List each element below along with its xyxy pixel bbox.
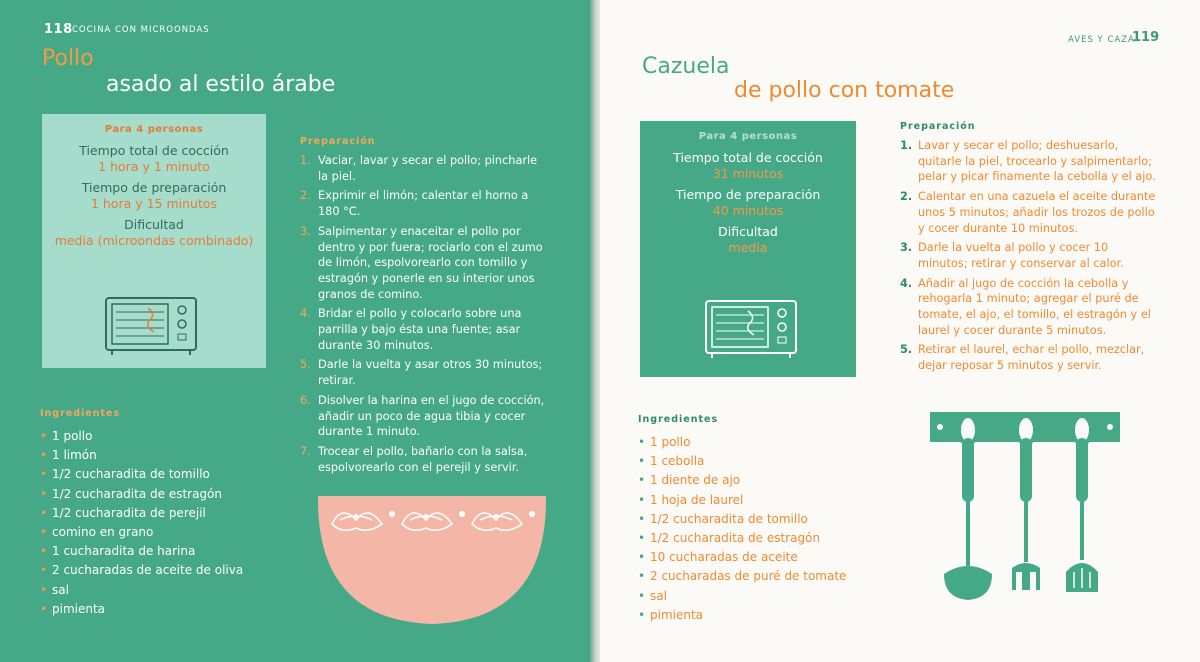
step-number: 7. <box>300 444 311 458</box>
left-info-box <box>42 114 266 368</box>
oven-icon <box>704 297 800 361</box>
ingredient-text: sal <box>650 588 667 603</box>
prep-time-label: Tiempo de preparación <box>81 180 227 195</box>
right-title-part2: de pollo con tomate <box>734 78 955 103</box>
step-text: Exprimir el limón; calentar el horno a 180 °C. <box>318 189 529 219</box>
right-preparation <box>900 121 1160 378</box>
ingredient-text: 1 cucharadita de harina <box>52 544 196 559</box>
left-running-header: COCINA CON MICROONDAS <box>72 25 210 35</box>
step-item <box>900 276 1160 339</box>
ingredient-item: • 2 cucharadas de puré de tomate <box>638 569 847 584</box>
ingredient-item: • 1/2 cucharadita de tomillo <box>638 511 808 526</box>
step-number: 3. <box>900 241 913 255</box>
ingredient-text: 1 diente de ajo <box>650 473 741 488</box>
step-text: Trocear el pollo, bañarlo con la salsa, espolvorearlo con el perejil y servir. <box>318 444 528 474</box>
ingredient-item: • pimienta <box>638 607 704 622</box>
right-ingredients <box>638 414 878 625</box>
step-number: 1. <box>300 154 311 167</box>
step-number: 5. <box>300 358 311 372</box>
difficulty-value: media <box>728 240 768 255</box>
ingredient-item: • 1 diente de ajo <box>638 473 741 488</box>
ingredient-text: 1 limón <box>52 448 97 463</box>
total-time-label: Tiempo total de cocción <box>79 143 229 158</box>
ingredient-item: • sal <box>638 588 667 603</box>
ingredients-heading: Ingredientes <box>40 408 121 419</box>
prep-time-value: 1 hora y 15 minutos <box>90 196 218 211</box>
right-info-box <box>640 121 856 377</box>
ingredient-item: • 1 hoja de laurel <box>638 492 744 507</box>
ingredients-heading: Ingredientes <box>638 414 719 425</box>
oven-icon <box>104 294 200 358</box>
ingredient-text: 1/2 cucharadita de estragón <box>52 486 223 501</box>
difficulty-value: media (microondas combinado) <box>54 233 254 248</box>
step-item <box>300 393 550 440</box>
ingredient-item: • 1/2 cucharadita de estragón <box>638 531 821 546</box>
ingredient-item: • 1 cebolla <box>638 454 705 469</box>
step-text: Lavar y secar el pollo; deshuesarlo, quitarle la piel, trocearlo y salpimentarlo; pelar y picar finamente la cebolla y el ajo. <box>918 139 1156 184</box>
preparation-heading: Preparación <box>300 136 376 147</box>
right-title-part1: Cazuela <box>642 54 730 79</box>
step-item <box>300 153 550 184</box>
step-item <box>900 138 1160 185</box>
ingredient-item: • 1/2 cucharadita de perejil <box>40 505 206 520</box>
left-title-part1: Pollo <box>42 46 94 71</box>
preparation-heading: Preparación <box>900 121 976 132</box>
left-ingredients <box>40 408 280 619</box>
step-item <box>900 342 1160 373</box>
step-text: Disolver la harina en el jugo de cocción, añadir un poco de agua tibia y cocer durante 1 minuto. <box>318 393 545 439</box>
step-text: Retirar el laurel, echar el pollo, mezclar, dejar reposar 5 minutos y servir. <box>918 343 1145 373</box>
ingredient-text: 1/2 cucharadita de tomillo <box>52 467 210 482</box>
step-text: Vaciar, lavar y secar el pollo; pincharle la piel. <box>318 154 538 183</box>
step-text: Bridar el pollo y colocarlo sobre una parrilla y bajo ésta una fuente; asar durante 30 minutos. <box>318 307 522 352</box>
ingredient-text: 1/2 cucharadita de perejil <box>52 505 206 520</box>
prep-time-label: Tiempo de preparación <box>675 187 821 202</box>
serves-label: Para 4 personas <box>698 131 798 142</box>
left-title-part2: asado al estilo árabe <box>106 72 336 97</box>
step-text: Añadir al jugo de cocción la cebolla y rehogarla 1 minuto; agregar el puré de tomate, el ajo, el tomillo, el estragón y el laurel y cocer durante 5 minutos. <box>918 276 1151 337</box>
ingredient-text: 1/2 cucharadita de estragón <box>650 531 821 546</box>
ingredient-text: sal <box>52 582 69 597</box>
ingredient-item: • 1/2 cucharadita de estragón <box>40 486 223 501</box>
ingredient-text: pimienta <box>650 607 704 622</box>
step-item <box>300 444 550 475</box>
ingredient-item: • 1 pollo <box>638 435 691 449</box>
step-item <box>300 306 550 353</box>
step-number: 3. <box>300 224 311 238</box>
ingredient-text: pimienta <box>52 601 106 616</box>
ingredient-item: • comino en grano <box>40 525 154 540</box>
right-page-number: 119 <box>1132 30 1160 45</box>
ingredient-item: • 1 limón <box>40 448 97 463</box>
ingredient-text: 1/2 cucharadita de tomillo <box>650 511 808 526</box>
step-number: 1. <box>900 139 913 152</box>
step-text: Salpimentar y enaceitar el pollo por dentro y por fuera; rociarlo con el zumo de limón, espolvorearlo con tomillo y estragón y ponerle en su interior unos granos de comino. <box>318 224 543 301</box>
ingredient-text: 1 pollo <box>52 429 93 443</box>
step-text: Calentar en una cazuela el aceite durante unos 5 minutos; añadir los trozos de pollo y cocer durante 10 minutos. <box>918 190 1156 235</box>
total-time-value: 1 hora y 1 minuto <box>98 159 210 174</box>
step-number: 4. <box>300 307 311 321</box>
step-number: 5. <box>900 343 913 357</box>
step-text: Darle la vuelta al pollo y cocer 10 minutos; retirar y conservar al calor. <box>918 241 1124 270</box>
ingredient-text: 10 cucharadas de aceite <box>650 550 798 565</box>
ingredient-item: • pimienta <box>40 601 106 616</box>
utensil-rack-illustration <box>924 408 1130 628</box>
bowl-illustration <box>312 490 552 630</box>
step-number: 2. <box>900 190 913 204</box>
difficulty-label: Dificultad <box>124 217 184 232</box>
left-preparation <box>300 136 550 479</box>
ingredient-text: comino en grano <box>52 525 154 540</box>
ingredient-item: • 1 pollo <box>40 429 93 443</box>
step-number: 6. <box>300 393 311 407</box>
step-item <box>300 224 550 303</box>
step-item <box>300 357 550 388</box>
difficulty-label: Dificultad <box>718 224 778 239</box>
ingredient-item: • 1/2 cucharadita de tomillo <box>40 467 210 482</box>
step-item <box>900 189 1160 236</box>
total-time-label: Tiempo total de cocción <box>673 150 823 165</box>
left-page-number: 118 <box>44 22 73 37</box>
step-item <box>300 188 550 219</box>
step-text: Darle la vuelta y asar otros 30 minutos; retirar. <box>318 358 543 388</box>
serves-label: Para 4 personas <box>104 124 204 135</box>
ingredient-item: • 1 cucharadita de harina <box>40 544 196 559</box>
step-number: 2. <box>300 189 311 203</box>
prep-time-value: 40 minutos <box>712 203 784 218</box>
ingredient-text: 1 pollo <box>650 435 691 449</box>
right-running-header: AVES Y CAZA <box>1068 35 1135 45</box>
ingredient-item: • 2 cucharadas de aceite de oliva <box>40 563 244 578</box>
step-item <box>900 240 1160 271</box>
ingredient-item: • sal <box>40 582 69 597</box>
total-time-value: 31 minutos <box>712 166 784 181</box>
ingredient-text: 2 cucharadas de puré de tomate <box>650 569 847 584</box>
step-number: 4. <box>900 276 913 290</box>
ingredient-text: 1 hoja de laurel <box>650 492 744 507</box>
ingredient-text: 1 cebolla <box>650 454 705 469</box>
ingredient-item: • 10 cucharadas de aceite <box>638 550 798 565</box>
ingredient-text: 2 cucharadas de aceite de oliva <box>52 563 244 578</box>
